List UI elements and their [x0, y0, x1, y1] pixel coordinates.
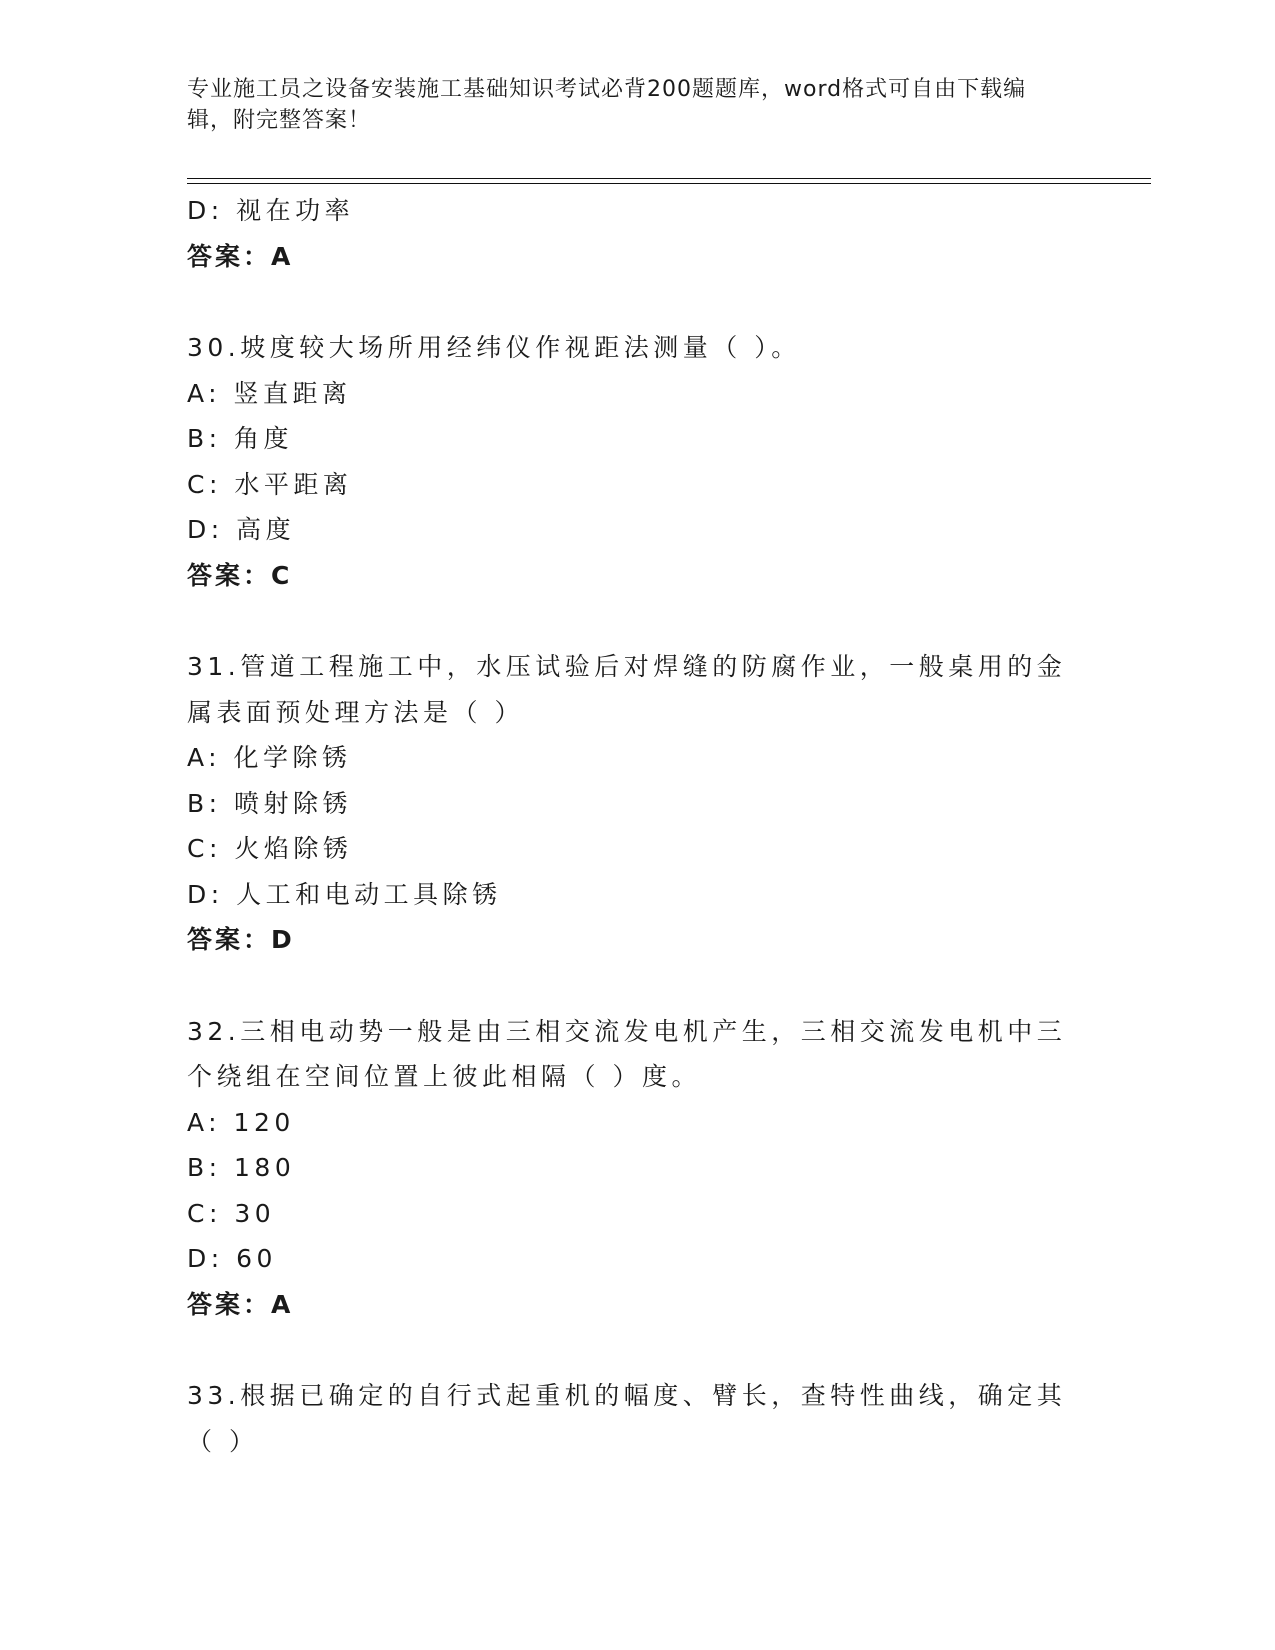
- option-c: C: 30: [187, 1198, 276, 1228]
- question-block-31: [187, 644, 1087, 963]
- header-rule-top: [187, 178, 1151, 179]
- option-b: B: 喷射除锈: [187, 788, 353, 818]
- option-a: A: 120: [187, 1107, 295, 1137]
- question-text: 31.管道工程施工中，水压试验后对焊缝的防腐作业，一般桌用的金属表面预处理方法是（ ）: [187, 652, 1067, 727]
- question-block-29: [187, 188, 1087, 279]
- answer-line: 答案：A: [187, 1289, 294, 1319]
- document-header: 专业施工员之设备安装施工基础知识考试必背200题题库，word格式可自由下载编辑，附完整答案！: [187, 77, 1027, 133]
- option-b: B: 角度: [187, 424, 294, 453]
- option-c: C: 火焰除锈: [187, 834, 353, 863]
- spacer: [187, 279, 1087, 325]
- answer-line: 答案：C: [187, 560, 293, 590]
- answer-line: 答案：D: [187, 925, 295, 954]
- answer-line: 答案：A: [187, 241, 294, 271]
- question-text: 32.三相电动势一般是由三相交流发电机产生，三相交流发电机中三个绕组在空间位置上彼此相隔（ ）度。: [187, 1016, 1067, 1091]
- spacer: [187, 1327, 1087, 1373]
- option-d: D: 视在功率: [187, 196, 355, 225]
- option-a: A: 化学除锈: [187, 743, 352, 772]
- spacer: [187, 598, 1087, 644]
- question-block-32: [187, 1009, 1087, 1328]
- option-d: D: 高度: [187, 515, 296, 544]
- option-d: D: 人工和电动工具除锈: [187, 879, 502, 909]
- option-b: B: 180: [187, 1153, 296, 1182]
- question-text: 33.根据已确定的自行式起重机的幅度、臂长，查特性曲线，确定其（ ）: [187, 1381, 1067, 1456]
- option-c: C: 水平距离: [187, 469, 353, 499]
- header-rule-bottom: [187, 183, 1151, 184]
- question-block-33: [187, 1373, 1087, 1464]
- question-text: 30.坡度较大场所用经纬仪作视距法测量（ ）。: [187, 333, 801, 362]
- option-d: D: 60: [187, 1244, 277, 1273]
- question-list: [187, 188, 1087, 1464]
- question-block-30: [187, 325, 1087, 598]
- spacer: [187, 963, 1087, 1009]
- option-a: A: 竖直距离: [187, 378, 352, 408]
